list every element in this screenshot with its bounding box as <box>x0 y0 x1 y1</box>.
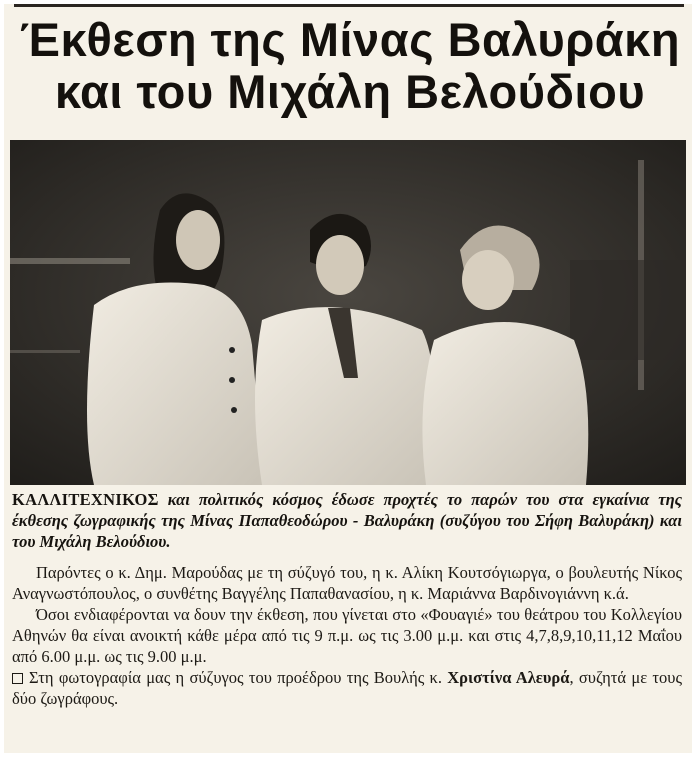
photo-caption <box>12 489 682 552</box>
article-paragraph-3 <box>12 667 682 709</box>
news-photo <box>10 140 686 485</box>
headline-line-1: Έκθεση της Μίνας Βαλυράκη <box>19 13 681 66</box>
square-bullet-icon <box>12 673 23 684</box>
caption-lead: ΚΑΛΛΙΤΕΧΝΙΚΟΣ <box>12 490 159 509</box>
paragraph-3-end: , συζητά με τους δύο ζωγράφους. <box>12 668 682 708</box>
article-body <box>12 562 682 709</box>
photo-icon <box>10 140 686 485</box>
paragraph-3-start: Στη φωτογραφία μας η σύζυγος του προέδρου της Βουλής κ. <box>29 668 448 687</box>
article-paragraph-2: Όσοι ενδιαφέρονται να δουν την έκθεση, που γίνεται στο «Φουαγιέ» του θεάτρου του Κολλεγίου Αθηνών θα είναι ανοικτή κάθε μέρα από τις 9 π.μ. ως τις 3.00 μ.μ. και στις 4,7,8,9,10,11,12 Μαΐου από 6.00 μ.μ. ως τις 9.00 μ.μ. <box>12 605 682 666</box>
article-paragraph-1: Παρόντες ο κ. Δημ. Μαρούδας με τη σύζυγό του, η κ. Αλίκη Κουτσόγιωργα, ο βουλευτής Νίκος Αναγνωστόπουλος, ο συνθέτης Βαγγέλης Παπαθανασίου, η κ. Μαριάννα Βαρδινογιάννη κ.ά. <box>12 563 682 603</box>
top-rule <box>14 4 684 7</box>
headline-line-2: και του Μιχάλη Βελούδιου <box>54 65 646 118</box>
caption-text: και πολιτικός κόσμος έδωσε προχτές το παρών του στα εγκαίνια της έκθεσης ζωγραφικής της Μίνας Παπαθεοδώρου - Βαλυράκη (συζύγου του Σήφη Βαλυράκη) και του Μιχάλη Βελούδιου. <box>12 490 682 551</box>
headline <box>14 14 686 118</box>
paragraph-3-name: Χριστίνα Αλευρά <box>447 668 570 687</box>
